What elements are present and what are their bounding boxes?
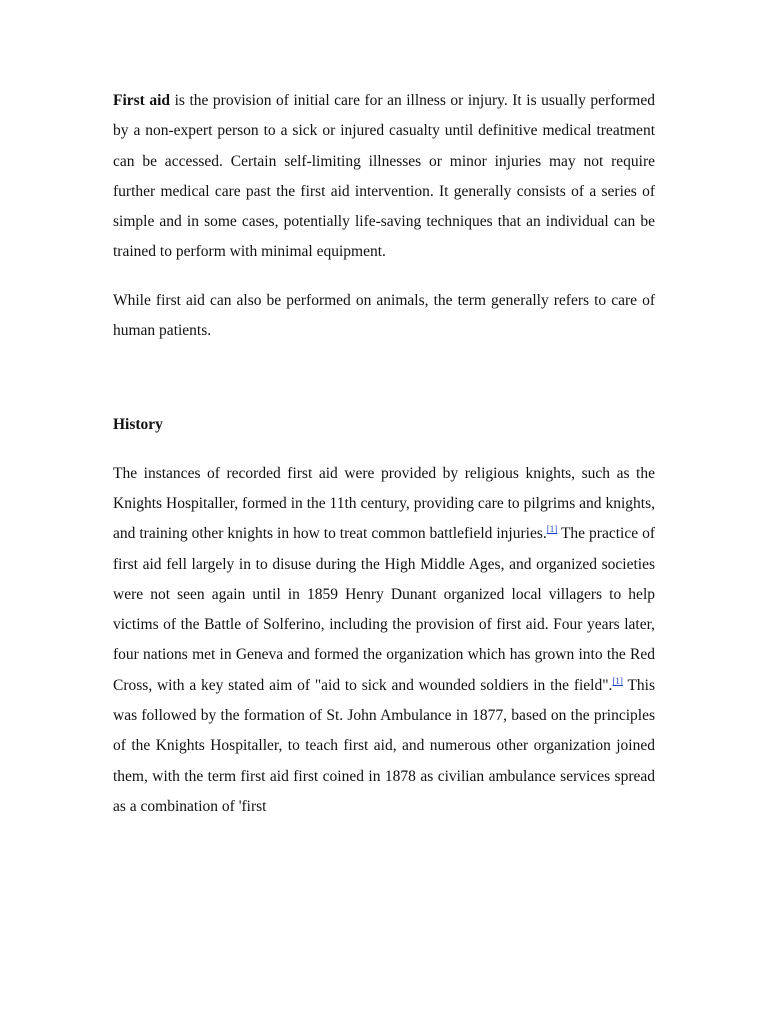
history-text-part1: The instances of recorded first aid were provided by religious knights, such as the Knights Hospitaller, formed in the 11th century, providing care to pilgrims and knights, and training other knights in how to treat common battlefield injuries. [113, 464, 655, 543]
reference-link-2[interactable]: [1] [612, 675, 623, 686]
animals-paragraph: While first aid can also be performed on animals, the term generally refers to care of human patients. [113, 291, 655, 340]
history-text-part2: The practice of first aid fell largely in to disuse during the High Middle Ages, and organized societies were not seen again until in 1859 Henry Dunant organized local villagers to help victims of the Battle of Solferino, including the provision of first aid. Four years later, four nations met in Geneva and formed the organization which has grown into the Red Cross, with a key stated aim of "aid to sick and wounded soldiers in the field". [113, 525, 655, 694]
history-heading: History [113, 416, 163, 434]
intro-term: First aid [113, 92, 171, 109]
document-body [113, 86, 655, 822]
history-text-part3: This was followed by the formation of St. John Ambulance in 1877, based on the principles of the Knights Hospitaller, to teach first aid, and numerous other organization joined them, with the term first aid first coined in 1878 as civilian ambulance services spread as a combination of 'first [113, 676, 656, 815]
reference-link-1[interactable]: [1] [546, 524, 558, 535]
history-paragraph [113, 459, 655, 823]
intro-text: is the provision of initial care for an illness or injury. It is usually performed by a non-expert person to a sick or injured casualty until definitive medical treatment can be accessed. Certain self-limiting illnesses or minor injuries may not require further medical care past the first aid intervention. It generally consists of a series of simple and in some cases, potentially life-saving techniques that an individual can be trained to perform with minimal equipment. [113, 92, 655, 261]
intro-paragraph [113, 86, 655, 268]
